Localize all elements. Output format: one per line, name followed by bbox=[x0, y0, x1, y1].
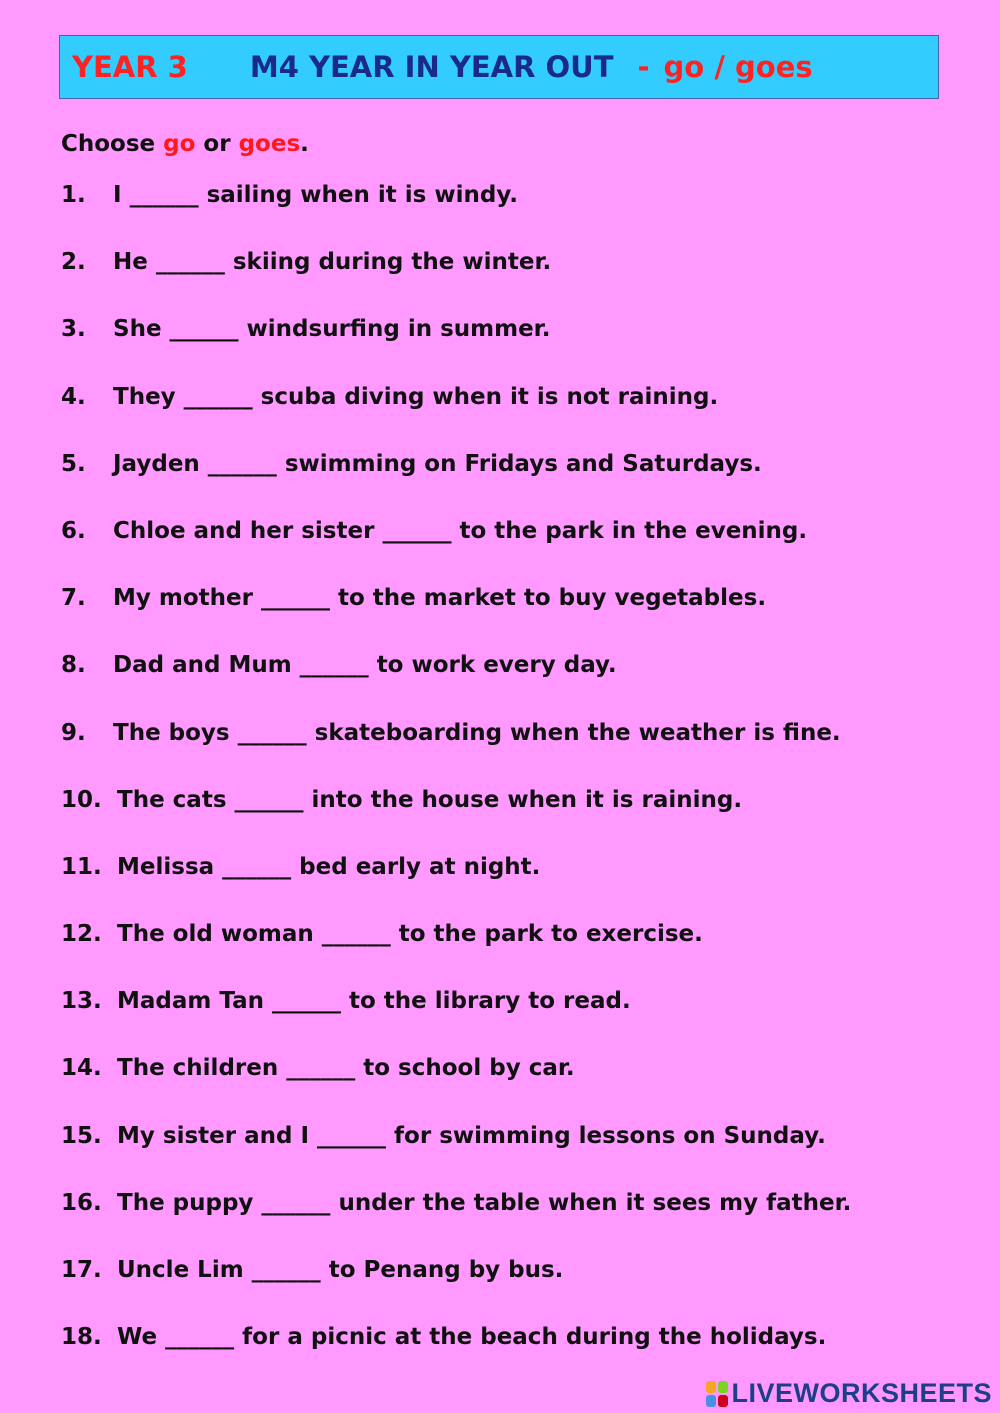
question-text[interactable]: Uncle Lim ______ to Penang by bus. bbox=[117, 1257, 564, 1283]
instruction-suffix: . bbox=[300, 131, 309, 157]
logo-tile bbox=[718, 1381, 728, 1393]
question-number: 4. bbox=[61, 383, 86, 410]
question-number: 5. bbox=[61, 450, 86, 477]
question-number: 1. bbox=[61, 182, 86, 208]
question-text[interactable]: The children ______ to school by car. bbox=[117, 1055, 575, 1082]
question-text[interactable]: He ______ skiing during the winter. bbox=[113, 249, 552, 276]
instruction bbox=[61, 131, 309, 157]
question-item bbox=[61, 182, 851, 249]
header-year: YEAR 3 bbox=[72, 50, 188, 84]
question-text[interactable]: The puppy ______ under the table when it sees my father. bbox=[117, 1189, 852, 1216]
question-text[interactable]: We ______ for a picnic at the beach during the holidays. bbox=[117, 1324, 827, 1351]
instruction-word-goes: goes bbox=[238, 131, 301, 157]
question-number: 6. bbox=[61, 517, 86, 544]
question-text[interactable]: I ______ sailing when it is windy. bbox=[113, 182, 518, 208]
question-number: 2. bbox=[61, 249, 86, 276]
question-number: 3. bbox=[61, 316, 86, 343]
question-number: 16. bbox=[61, 1189, 102, 1216]
header-title: M4 YEAR IN YEAR OUT bbox=[249, 50, 614, 84]
question-number: 9. bbox=[61, 719, 86, 746]
question-text[interactable]: Jayden ______ swimming on Fridays and Saturdays. bbox=[113, 450, 762, 477]
question-item bbox=[61, 585, 851, 652]
instruction-middle: or bbox=[195, 131, 239, 157]
question-number: 18. bbox=[61, 1324, 102, 1351]
question-text[interactable]: Chloe and her sister ______ to the park in the evening. bbox=[113, 517, 808, 544]
question-text[interactable]: Melissa ______ bed early at night. bbox=[117, 853, 541, 880]
question-number: 10. bbox=[61, 786, 102, 813]
question-item bbox=[61, 316, 851, 383]
question-item bbox=[61, 1190, 851, 1257]
logo-text: LIVEWORKSHEETS bbox=[731, 1378, 992, 1408]
logo-tile bbox=[706, 1381, 716, 1393]
logo-tile bbox=[706, 1395, 716, 1407]
header-dash: - bbox=[637, 50, 650, 84]
liveworksheets-logo[interactable] bbox=[706, 1378, 992, 1409]
instruction-word-go: go bbox=[163, 131, 196, 157]
question-number: 7. bbox=[61, 585, 86, 612]
question-item bbox=[61, 720, 851, 787]
question-item bbox=[61, 921, 851, 988]
question-text[interactable]: Madam Tan ______ to the library to read. bbox=[117, 988, 631, 1015]
question-number: 15. bbox=[61, 1122, 102, 1149]
question-text[interactable]: They ______ scuba diving when it is not raining. bbox=[113, 383, 719, 410]
instruction-prefix: Choose bbox=[61, 131, 164, 157]
header-words: go / goes bbox=[663, 50, 813, 84]
question-text[interactable]: She ______ windsurfing in summer. bbox=[113, 316, 551, 343]
question-text[interactable]: The boys ______ skateboarding when the weather is fine. bbox=[113, 719, 841, 746]
question-item bbox=[61, 787, 851, 854]
question-item bbox=[61, 988, 851, 1055]
worksheet-header bbox=[59, 35, 939, 99]
question-number: 13. bbox=[61, 988, 102, 1015]
question-item bbox=[61, 384, 851, 451]
question-item bbox=[61, 518, 851, 585]
question-text[interactable]: The old woman ______ to the park to exercise. bbox=[117, 921, 703, 948]
question-item bbox=[61, 249, 851, 316]
question-item bbox=[61, 1123, 851, 1190]
question-number: 11. bbox=[61, 853, 102, 880]
question-number: 8. bbox=[61, 652, 86, 679]
question-text[interactable]: Dad and Mum ______ to work every day. bbox=[113, 652, 617, 679]
logo-tile bbox=[718, 1395, 728, 1407]
question-text[interactable]: The cats ______ into the house when it is raining. bbox=[117, 786, 743, 813]
question-list bbox=[61, 182, 851, 1391]
question-item bbox=[61, 652, 851, 719]
question-number: 17. bbox=[61, 1257, 102, 1283]
question-number: 12. bbox=[61, 921, 102, 948]
question-item bbox=[61, 1055, 851, 1122]
question-number: 14. bbox=[61, 1055, 102, 1082]
question-text[interactable]: My sister and I ______ for swimming lessons on Sunday. bbox=[117, 1122, 826, 1149]
liveworksheets-logo-icon bbox=[706, 1381, 728, 1407]
question-item bbox=[61, 854, 851, 921]
question-text[interactable]: My mother ______ to the market to buy vegetables. bbox=[113, 585, 767, 612]
question-item bbox=[61, 451, 851, 518]
question-item bbox=[61, 1257, 851, 1324]
